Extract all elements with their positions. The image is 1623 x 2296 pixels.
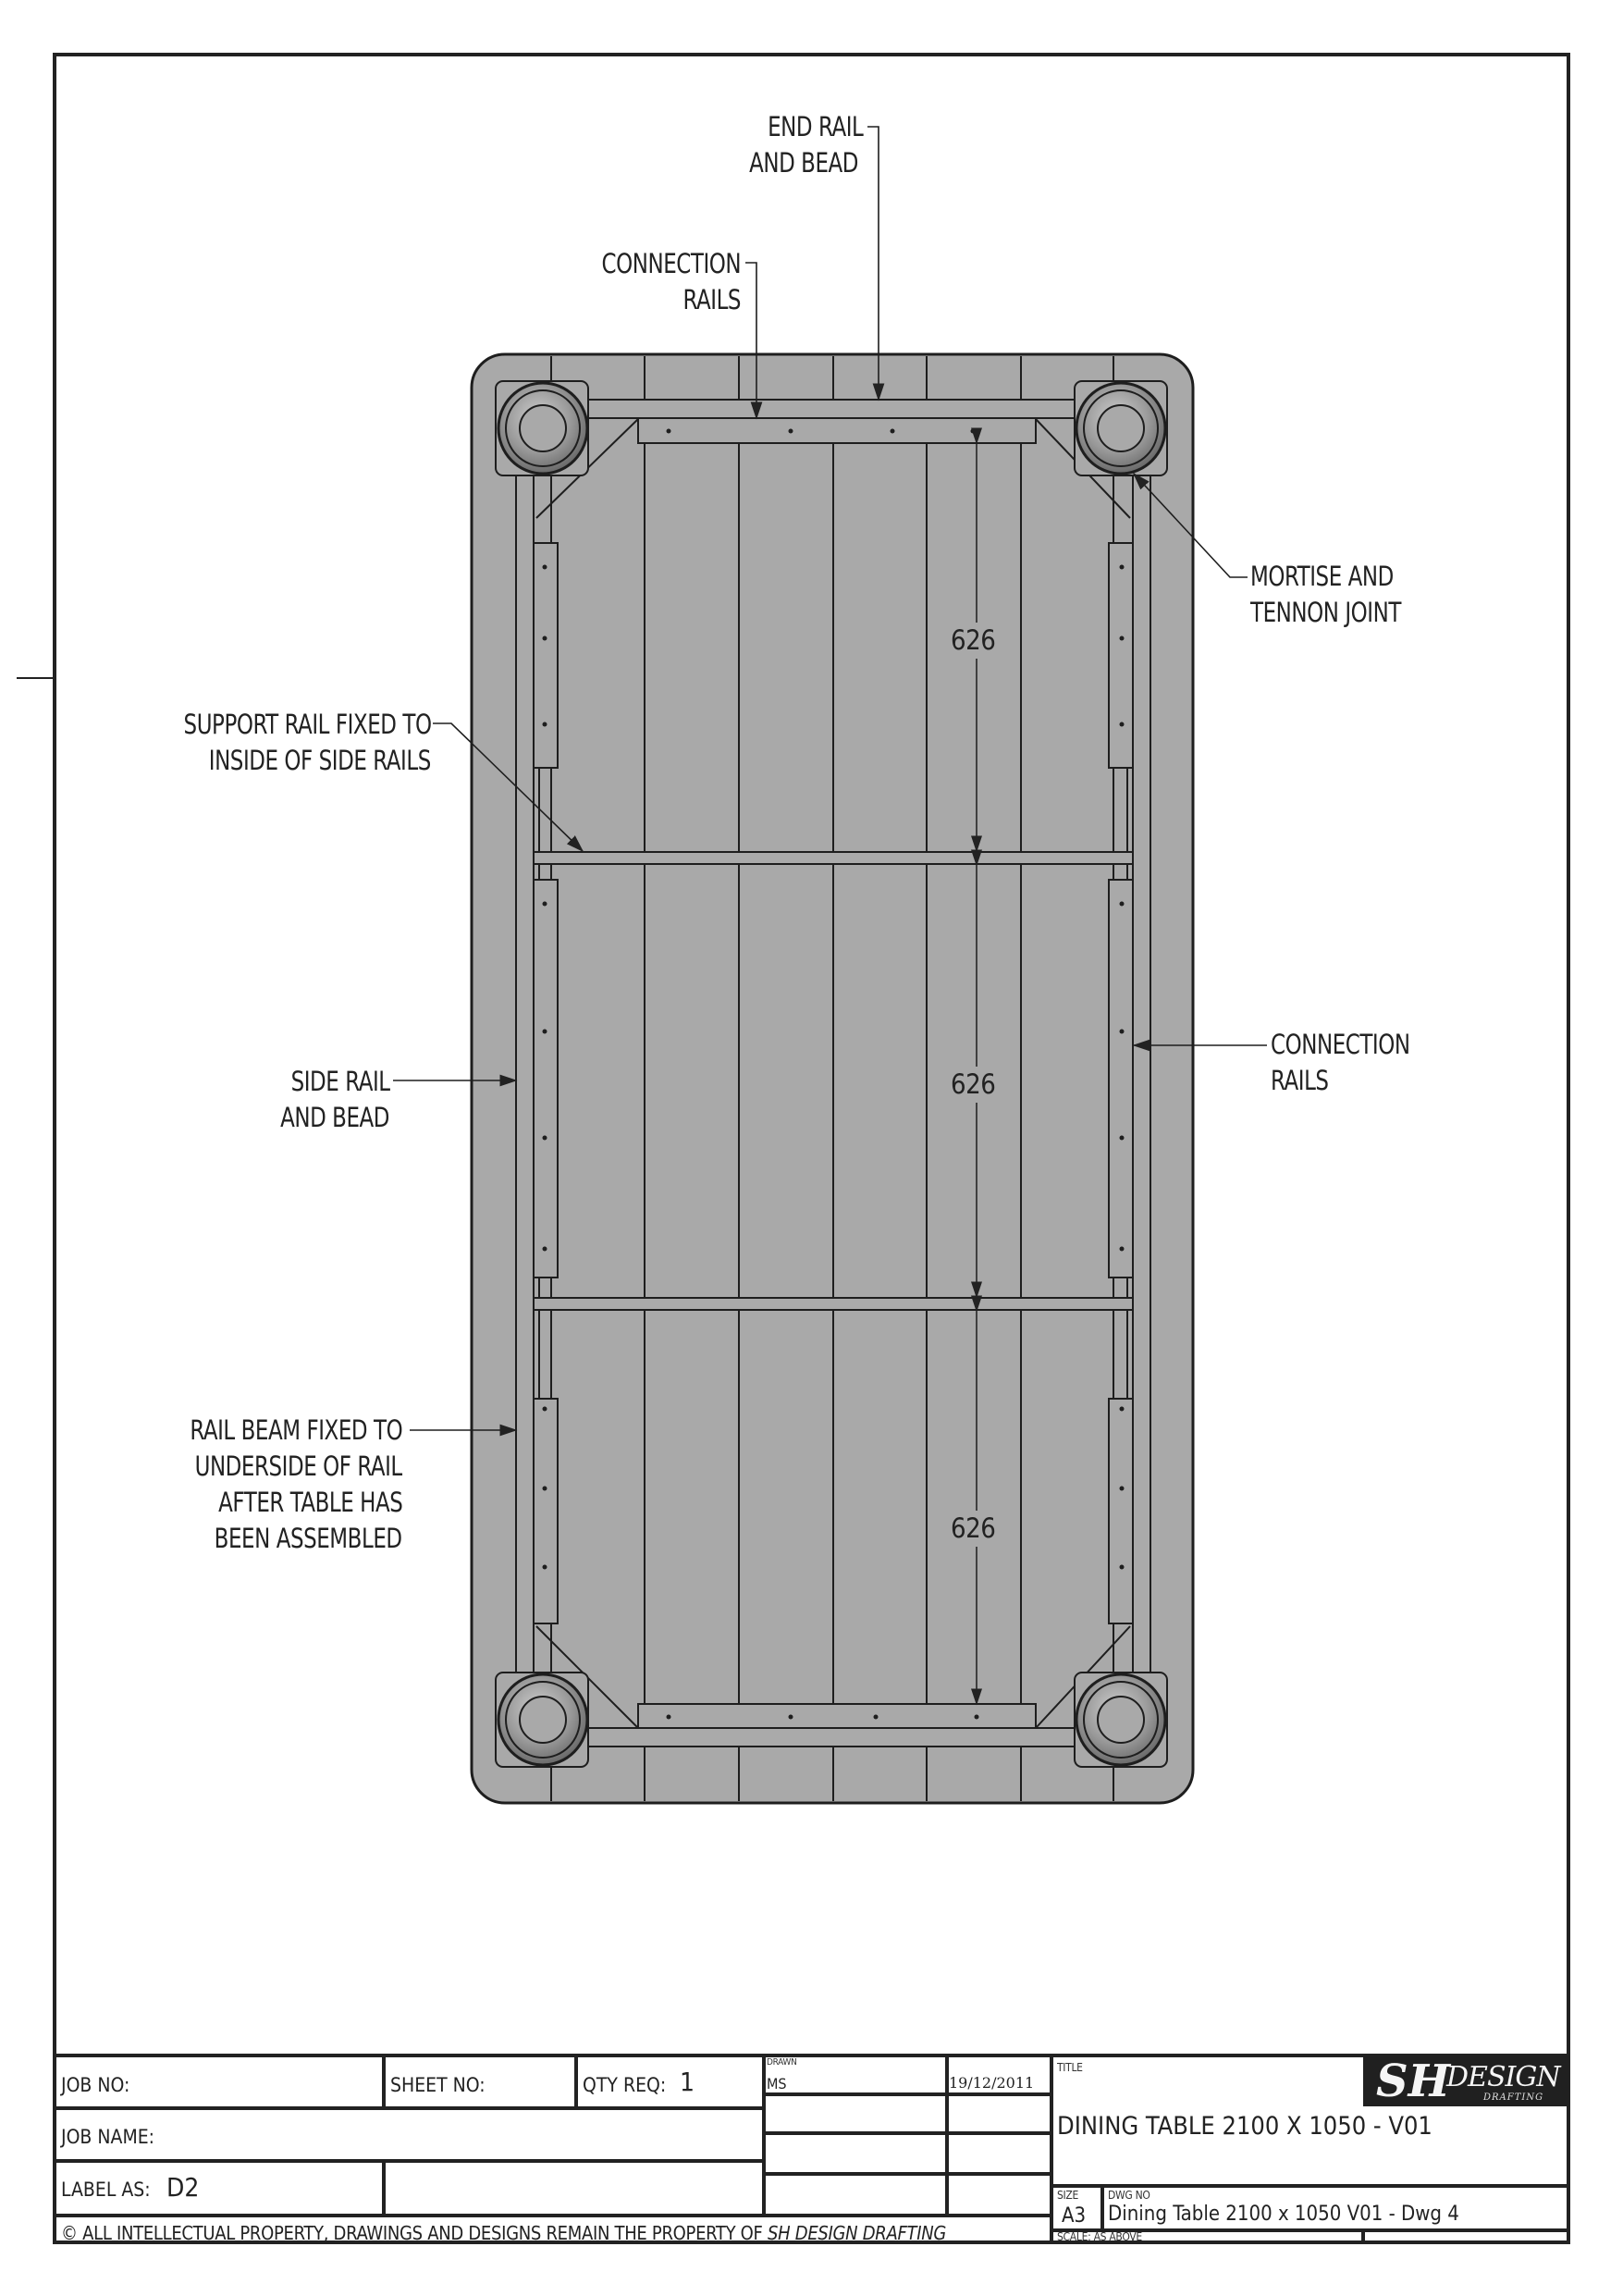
logo-name: DESIGN xyxy=(1446,2061,1560,2093)
label-as-value[interactable]: D2 xyxy=(166,2172,200,2203)
job-no-label: JOB NO: xyxy=(61,2074,130,2096)
copyright-notice xyxy=(61,2222,946,2244)
size-label: SIZE xyxy=(1057,2189,1079,2202)
drawing-title: DINING TABLE 2100 X 1050 - V01 xyxy=(1057,2112,1432,2141)
drawn-date[interactable]: 19/12/2011 xyxy=(949,2074,1035,2092)
drawing-sheet: 626 626 626 END RAIL AND BEAD CONNECTION RAILS MORTISE AND TENNON JOINT SUPPORT RAIL FIXED TO INSIDE OF SIDE RAILS SIDE RAIL AND BEAD CONNECTION RAILS RAIL BEAM FIXED TO UNDERSIDE OF RAIL AFTER TABLE HAS BEEN ASSEMBLED JOB NO: SHEET NO: QTY REQ: 1 DRAWN MS 19/12/2011 JOB NAME: LABEL AS: D2 © ALL INTELLECTUAL PROPERTY, DRAWINGS AND DESIGNS REMAIN THE PROPERTY OF SH DESIGN DRAFTING TITLE DINING TABLE 2100 X 1050 - V01 SIZE A3 DWG NO Dining Table 2100 x 1050 V01 - Dwg 4 SCALE: AS ABOVE SH DESIGN DRAFTING xyxy=(0,0,1623,2296)
leg-top-left xyxy=(496,381,588,475)
logo-mark: SH xyxy=(1376,2055,1451,2107)
scale-label: SCALE: AS ABOVE xyxy=(1057,2230,1142,2243)
copyright-text: © ALL INTELLECTUAL PROPERTY, DRAWINGS AND DESIGNS REMAIN THE PROPERTY OF xyxy=(61,2222,768,2244)
logo-sub: DRAFTING xyxy=(1483,2092,1544,2103)
size-value: A3 xyxy=(1062,2204,1087,2228)
leg-bottom-right xyxy=(1075,1673,1167,1767)
qty-req-value[interactable]: 1 xyxy=(680,2067,695,2097)
drawn-by[interactable]: MS xyxy=(767,2075,787,2092)
title-label: TITLE xyxy=(1057,2061,1083,2074)
dwg-no-value: Dining Table 2100 x 1050 V01 - Dwg 4 xyxy=(1108,2203,1459,2226)
leg-bottom-left xyxy=(496,1673,588,1767)
leg-top-right xyxy=(1075,381,1167,475)
drawn-label: DRAWN xyxy=(767,2057,797,2068)
sheet-no-label: SHEET NO: xyxy=(390,2074,486,2096)
dimension-626-bottom: 626 xyxy=(951,1511,995,1547)
dimension-626-top: 626 xyxy=(951,623,995,659)
label-as-label: LABEL AS: xyxy=(61,2179,151,2201)
qty-req-label: QTY REQ: xyxy=(583,2074,667,2096)
sh-design-logo xyxy=(1363,2055,1569,2106)
dimension-626-middle: 626 xyxy=(951,1067,995,1103)
dwg-no-label: DWG NO xyxy=(1108,2189,1150,2202)
copyright-company: SH DESIGN DRAFTING xyxy=(768,2222,947,2244)
job-name-label: JOB NAME: xyxy=(61,2126,155,2148)
table-underside xyxy=(472,354,1193,1803)
